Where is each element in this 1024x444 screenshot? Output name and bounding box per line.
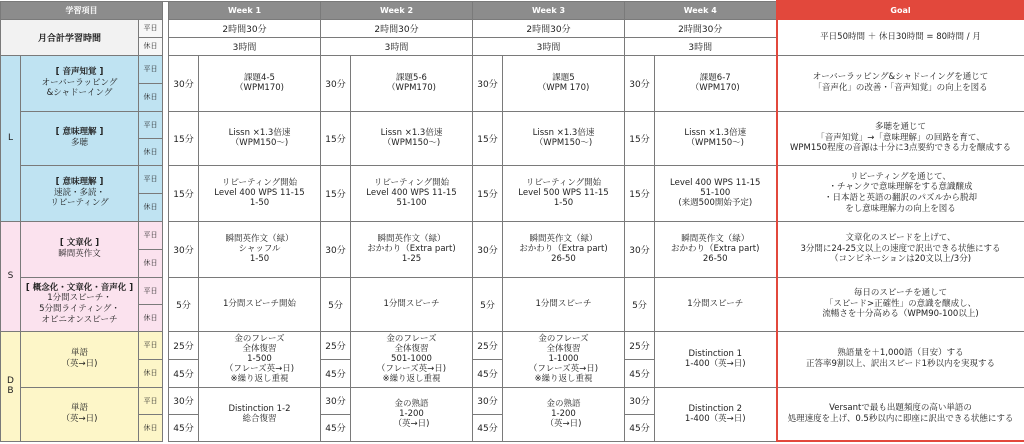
row4-w4-time: 30分: [625, 221, 655, 277]
week4-weekday-time: 2時間30分: [625, 19, 777, 37]
row3-category: [21, 165, 139, 221]
row1-w3-time: 30分: [473, 55, 503, 111]
row2-holiday: 休日: [139, 138, 163, 165]
row7-category: 単語 （英→日): [21, 387, 139, 441]
row5-w2-time: 5分: [321, 277, 351, 331]
row3-title: [ 意味理解 ]: [55, 177, 104, 188]
week1-header: Week 1: [169, 1, 321, 19]
monthly-total-label: 月合計学習時間: [1, 19, 139, 55]
study-items-header: 学習項目: [1, 1, 163, 19]
row6-w3-task: 金のフレーズ 全体復習 1-1000 （フレーズ英→日) ※繰り返し重視: [503, 331, 625, 387]
row1-w2-time: 30分: [321, 55, 351, 111]
row1-w1-time: 30分: [169, 55, 199, 111]
row5-w3-time: 5分: [473, 277, 503, 331]
row5-w1-time: 5分: [169, 277, 199, 331]
row3-holiday: 休日: [139, 193, 163, 221]
row6-w4-task: Distinction 1 1-400（英→日): [655, 331, 777, 387]
row2-w4-time: 15分: [625, 111, 655, 165]
row6-w3-time-holiday: 45分: [473, 359, 503, 387]
group-S-label: S: [1, 221, 21, 331]
group-L-label: L: [1, 55, 21, 221]
row7-w3-time-holiday: 45分: [473, 414, 503, 441]
row1-w4-task: 課題6-7 （WPM170): [655, 55, 777, 111]
row2-w2-task: Lissn ×1.3倍速 （WPM150〜): [351, 111, 473, 165]
row5-w2-task: 1分間スピーチ: [351, 277, 473, 331]
week3-header: Week 3: [473, 1, 625, 19]
holiday-label: 休日: [139, 37, 163, 55]
row6-w1-time-holiday: 45分: [169, 359, 199, 387]
week2-holiday-time: 3時間: [321, 37, 473, 55]
row4-w3-time: 30分: [473, 221, 503, 277]
row7-weekday: 平日: [139, 387, 163, 414]
row2-subtitle: 多聴: [70, 138, 88, 148]
row3-w4-time: 15分: [625, 165, 655, 221]
group-DB-label: D B: [1, 331, 21, 441]
row4-weekday: 平日: [139, 221, 163, 249]
row3-subtitle: 速読・多読・ リピーティング: [50, 187, 109, 209]
row2-w4-task: Lissn ×1.3倍速 （WPM150〜): [655, 111, 777, 165]
row1-category: [21, 55, 139, 111]
row7-goal: Versantで最も出題頻度の高い単語の 処理速度を上げ、0.5秒以内に即座に訳出できる状態にする: [777, 387, 1024, 441]
row3-w1-time: 15分: [169, 165, 199, 221]
row6-w1-task: 金のフレーズ 全体復習 1-500 （フレーズ英→日) ※繰り返し重視: [199, 331, 321, 387]
row4-w1-task: 瞬間英作文（緑） シャッフル 1-50: [199, 221, 321, 277]
row2-w1-time: 15分: [169, 111, 199, 165]
row6-weekday: 平日: [139, 331, 163, 359]
row5-w3-task: 1分間スピーチ: [503, 277, 625, 331]
row1-title: [ 音声知覚 ]: [55, 67, 104, 78]
row3-w3-task: リピーティング開始 Level 500 WPS 11-15 1-50: [503, 165, 625, 221]
weekday-label: 平日: [139, 19, 163, 37]
week1-holiday-time: 3時間: [169, 37, 321, 55]
week4-header: Week 4: [625, 1, 777, 19]
row1-w3-task: 課題5 （WPM 170): [503, 55, 625, 111]
row2-weekday: 平日: [139, 111, 163, 138]
row5-w4-task: 1分間スピーチ: [655, 277, 777, 331]
row7-w3-task: 金の熟語 1-200 （英→日): [503, 387, 625, 441]
row4-goal: 文章化のスピードを上げて、 3分間に24-25文以上の速度で訳出できる状態にする （コンビネーションは20文以上/3分): [777, 221, 1024, 277]
row2-title: [ 意味理解 ]: [55, 127, 104, 138]
row2-w1-task: Lissn ×1.3倍速 （WPM150〜): [199, 111, 321, 165]
row1-w1-task: 課題4-5 （WPM170): [199, 55, 321, 111]
row6-w1-time-weekday: 25分: [169, 331, 199, 359]
week1-weekday-time: 2時間30分: [169, 19, 321, 37]
row1-goal: オーバーラッピング&シャドーイングを通じて 「音声化」の改善・「音声知覚」の向上を図る: [777, 55, 1024, 111]
row2-goal: 多聴を通じて 「音声知覚」→「意味理解」の回路を育て、 WPM150程度の音源は十分に3点要約できる力を醸成する: [777, 111, 1024, 165]
row7-w1-time-weekday: 30分: [169, 387, 199, 414]
row3-w4-task: Level 400 WPS 11-15 51-100 (来週500開始予定): [655, 165, 777, 221]
row5-holiday: 休日: [139, 304, 163, 331]
week4-holiday-time: 3時間: [625, 37, 777, 55]
goal-header: Goal: [777, 1, 1024, 19]
row7-w2-task: 金の熟語 1-200 （英→日): [351, 387, 473, 441]
row7-w2-time-holiday: 45分: [321, 414, 351, 441]
row4-subtitle: 瞬間英作文: [58, 249, 101, 259]
row2-w2-time: 15分: [321, 111, 351, 165]
row5-w1-task: 1分間スピーチ開始: [199, 277, 321, 331]
row6-goal: 熟語量を＋1,000語（目安）する 正答率9割以上、訳出スピード1秒以内を実現する: [777, 331, 1024, 387]
row2-category: [21, 111, 139, 165]
row7-w4-task: Distinction 2 1-400（英→日): [655, 387, 777, 441]
row6-holiday: 休日: [139, 359, 163, 387]
row6-w3-time-weekday: 25分: [473, 331, 503, 359]
row4-w1-time: 30分: [169, 221, 199, 277]
row2-w3-task: Lissn ×1.3倍速 （WPM150〜): [503, 111, 625, 165]
total-goal: 平日50時間 ＋ 休日30時間 = 80時間 / 月: [777, 19, 1024, 55]
week2-header: Week 2: [321, 1, 473, 19]
row7-w4-time-weekday: 30分: [625, 387, 655, 414]
row6-w2-time-weekday: 25分: [321, 331, 351, 359]
row3-goal: リピーティングを通じて、 ・チャンクで意味理解をする意識醸成 ・日本語と英語の翻訳のパズルから脱却 をし意味理解力の向上を図る: [777, 165, 1024, 221]
row5-title: [ 概念化・文章化・音声化 ]: [25, 282, 134, 293]
row4-w3-task: 瞬間英作文（緑） おかわり（Extra part) 26-50: [503, 221, 625, 277]
row1-w2-task: 課題5-6 （WPM170): [351, 55, 473, 111]
row7-w3-time-weekday: 30分: [473, 387, 503, 414]
row4-w4-task: 瞬間英作文（緑） おかわり（Extra part) 26-50: [655, 221, 777, 277]
week3-holiday-time: 3時間: [473, 37, 625, 55]
row7-w1-time-holiday: 45分: [169, 414, 199, 441]
row1-holiday: 休日: [139, 83, 163, 111]
row5-goal: 毎日のスピーチを通して 「スピード>正確性」の意識を醸成し、 流暢さを十分高める（WPM90-100以上): [777, 277, 1024, 331]
row5-w4-time: 5分: [625, 277, 655, 331]
row1-subtitle: オーバーラッピング &シャドーイング: [41, 77, 118, 99]
row4-w2-task: 瞬間英作文（緑） おかわり（Extra part) 1-25: [351, 221, 473, 277]
row7-w4-time-holiday: 45分: [625, 414, 655, 441]
row4-holiday: 休日: [139, 249, 163, 277]
row1-weekday: 平日: [139, 55, 163, 83]
row6-w2-time-holiday: 45分: [321, 359, 351, 387]
row4-category: [21, 221, 139, 277]
row7-w1-task: Distinction 1-2 総合復習: [199, 387, 321, 441]
row5-subtitle: 1分間スピーチ・ 5分間ライティング・ オピニオンスピーチ: [39, 293, 120, 325]
row3-weekday: 平日: [139, 165, 163, 193]
row3-w3-time: 15分: [473, 165, 503, 221]
row4-w2-time: 30分: [321, 221, 351, 277]
row6-w4-time-holiday: 45分: [625, 359, 655, 387]
week2-weekday-time: 2時間30分: [321, 19, 473, 37]
row5-category: [21, 277, 139, 331]
row6-w2-task: 金のフレーズ 全体復習 501-1000 （フレーズ英→日) ※繰り返し重視: [351, 331, 473, 387]
week3-weekday-time: 2時間30分: [473, 19, 625, 37]
row7-w2-time-weekday: 30分: [321, 387, 351, 414]
row6-category: 単語 （英→日): [21, 331, 139, 387]
row4-title: [ 文章化 ]: [59, 238, 100, 249]
row7-holiday: 休日: [139, 414, 163, 441]
row6-w4-time-weekday: 25分: [625, 331, 655, 359]
row2-w3-time: 15分: [473, 111, 503, 165]
row3-w1-task: リピーティング開始 Level 400 WPS 11-15 1-50: [199, 165, 321, 221]
row3-w2-task: リピーティング開始 Level 400 WPS 11-15 51-100: [351, 165, 473, 221]
row1-w4-time: 30分: [625, 55, 655, 111]
row3-w2-time: 15分: [321, 165, 351, 221]
row5-weekday: 平日: [139, 277, 163, 304]
